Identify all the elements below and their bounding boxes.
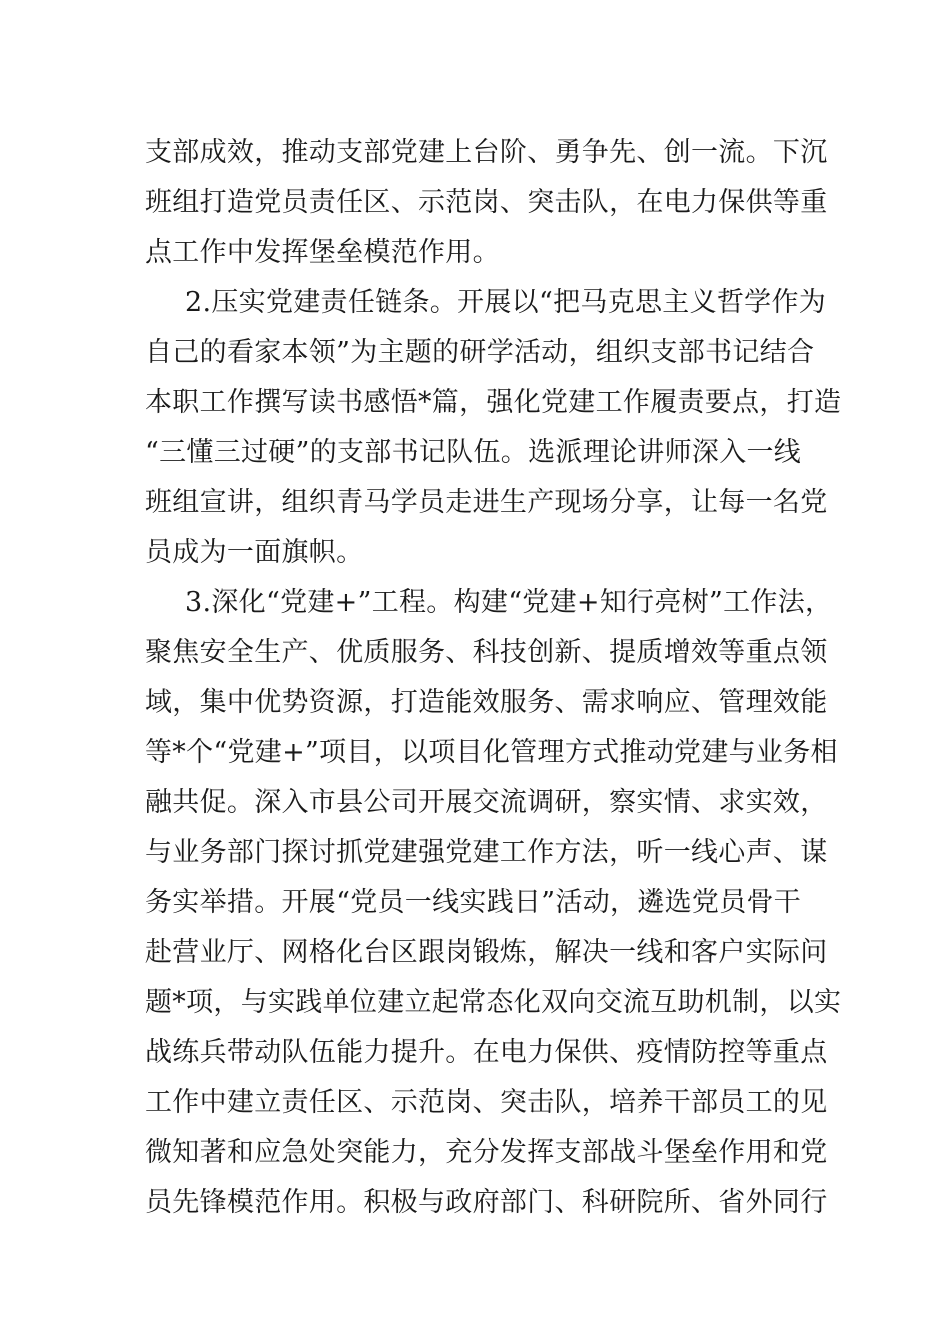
text-line: 聚焦安全生产、优质服务、科技创新、提质增效等重点领 [145,637,828,668]
text-line: 等*个“党建+”项目，以项目化管理方式推动党建与业务相 [145,737,838,768]
text-line: “三懂三过硬”的支部书记队伍。选派理论讲师深入一线 [145,437,802,468]
text-line: 班组打造党员责任区、示范岗、突击队，在电力保供等重 [145,187,828,218]
section-heading-line: 2.压实党建责任链条。开展以“把马克思主义哲学作为 [185,287,827,318]
text-line: 微知著和应急处突能力，充分发挥支部战斗堡垒作用和党 [145,1137,828,1168]
text-line: 员成为一面旗帜。 [145,537,364,568]
text-line: 与业务部门探讨抓党建强党建工作方法，听一线心声、谋 [145,837,828,868]
text-line: 务实举措。开展“党员一线实践日”活动，遴选党员骨干 [145,887,802,918]
text-line: 支部成效，推动支部党建上台阶、勇争先、创一流。下沉 [145,137,828,168]
text-line: 题*项，与实践单位建立起常态化双向交流互助机制，以实 [145,987,842,1018]
text-line: 班组宣讲，组织青马学员走进生产现场分享，让每一名党 [145,487,828,518]
text-line: 赴营业厅、网格化台区跟岗锻炼，解决一线和客户实际问 [145,937,828,968]
text-line: 战练兵带动队伍能力提升。在电力保供、疫情防控等重点 [145,1037,828,1068]
section-heading-line: 3.深化“党建+”工程。构建“党建+知行亮树”工作法， [185,587,833,618]
text-line: 融共促。深入市县公司开展交流调研，察实情、求实效， [145,787,828,818]
text-line: 工作中建立责任区、示范岗、突击队，培养干部员工的见 [145,1087,828,1118]
text-line: 员先锋模范作用。积极与政府部门、科研院所、省外同行 [145,1187,828,1218]
text-line: 域，集中优势资源，打造能效服务、需求响应、管理效能 [145,687,828,718]
text-line: 自己的看家本领”为主题的研学活动，组织支部书记结合 [145,337,815,368]
text-line: 本职工作撰写读书感悟*篇，强化党建工作履责要点，打造 [145,387,842,418]
text-line: 点工作中发挥堡垒模范作用。 [145,237,500,268]
